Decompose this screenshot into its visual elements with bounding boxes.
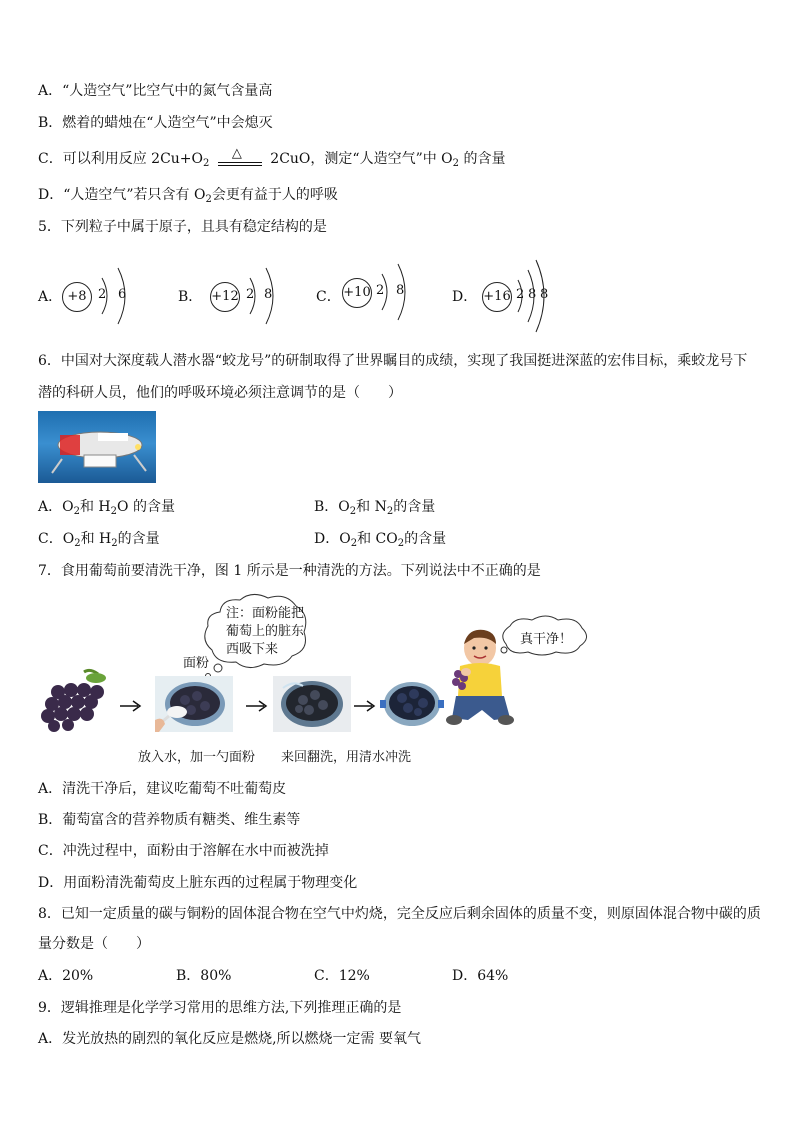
arrow-right-icon — [120, 700, 144, 712]
q7-option-b: B．葡萄富含的营养物质有糖类、维生素等 — [38, 812, 301, 828]
q6-stem-line1: 6．中国对大深度载人潜水器“蛟龙号”的研制取得了世界瞩目的成绩，实现了我国挺进深蓝的宏伟目标，乘蛟龙号下 — [38, 353, 748, 369]
flour-note: 注：面粉能把 葡萄上的脏东 西吸下来 — [226, 606, 305, 657]
q8-option-b: B．80% — [176, 968, 232, 984]
submersible-icon — [38, 411, 156, 483]
grapes-icon — [40, 668, 114, 732]
q8-stem-line2: 量分数是（ ） — [38, 936, 150, 952]
bowl-with-flour-photo — [155, 676, 233, 732]
q6-option-c: C．$O_2$和 $H_2$的含量 — [38, 531, 160, 549]
arrow-right-icon — [354, 700, 378, 712]
electron-shells-icon — [236, 262, 316, 332]
q6-option-a: A．$O_2$和 $H_2O$ 的含量 — [38, 499, 175, 517]
heat-condition-sign: △ — [214, 151, 266, 167]
q7-option-a: A．清洗干净后，建议吃葡萄不吐葡萄皮 — [38, 781, 287, 797]
flour-label: 面粉 — [183, 656, 210, 671]
q5-stem: 5．下列粒子中属于原子，且具有稳定结构的是 — [38, 219, 327, 235]
arrow-right-icon — [246, 700, 270, 712]
q6-option-d: D．$O_2$和 $CO_2$的含量 — [314, 531, 447, 549]
q7-stem: 7．食用葡萄前要清洗干净，图 1 所示是一种清洗的方法。下列说法中不正确的是 — [38, 563, 541, 579]
bowl-clean-grapes-photo — [378, 676, 446, 732]
nucleus: +10 — [342, 278, 372, 308]
electron-shells-icon — [88, 262, 168, 332]
bowl-with-water-photo — [273, 676, 351, 732]
q4-option-a: A．“人造空气”比空气中的氮气含量高 — [38, 83, 273, 99]
q8-option-d: D．64% — [452, 968, 509, 984]
q9-stem: 9．逻辑推理是化学学习常用的思维方法,下列推理正确的是 — [38, 1000, 402, 1016]
q4-option-c: C．可以利用反应 $2Cu+O_2$ △ 2CuO，测定“人造空气”中 $O_2$ 的含量 — [38, 146, 506, 169]
q8-stem-line1: 8．已知一定质量的碳与铜粉的固体混合物在空气中灼烧，完全反应后剩余固体的质量不变，则原固体混合物中碳的质 — [38, 906, 761, 922]
q7-option-d: D．用面粉清洗葡萄皮上脏东西的过程属于物理变化 — [38, 875, 358, 891]
q9-option-a: A．发光放热的剧烈的氧化反应是燃烧,所以燃烧一定需 要氧气 — [38, 1031, 422, 1047]
q7-option-c: C．冲洗过程中，面粉由于溶解在水中而被洗掉 — [38, 843, 329, 859]
q4-option-d: D．“人造空气”若只含有 $O_2$会更有益于人的呼吸 — [38, 187, 338, 205]
submersible-photo — [38, 411, 156, 483]
nucleus: +16 — [482, 282, 512, 312]
step-caption-2: 来回翻洗，用清水冲洗 — [281, 750, 412, 765]
electron-shells-icon — [368, 258, 448, 328]
nucleus: +8 — [62, 282, 92, 312]
clean-exclamation: 真干净！ — [520, 632, 573, 647]
q8-option-c: C．12% — [314, 968, 370, 984]
atom-diagram-c: C． +10 2 8 — [316, 270, 436, 330]
electron-shells-icon — [508, 248, 558, 348]
q6-option-b: B．$O_2$和 $N_2$的含量 — [314, 499, 436, 517]
step-caption-1: 放入水，加一勺面粉 — [138, 750, 256, 765]
q4-option-b: B．燃着的蜡烛在“人造空气”中会熄灭 — [38, 115, 273, 131]
atom-diagram-a: A． +8 2 6 — [38, 270, 158, 330]
q6-stem-line2: 潜的科研人员，他们的呼吸环境必须注意调节的是（ ） — [38, 385, 402, 401]
atom-diagram-b: B． +12 2 8 — [178, 270, 298, 330]
atom-diagram-d: D． +16 2 8 8 — [452, 270, 572, 330]
nucleus: +12 — [210, 282, 240, 312]
child-holding-grapes-photo — [444, 626, 516, 730]
q8-option-a: A．20% — [38, 968, 94, 984]
